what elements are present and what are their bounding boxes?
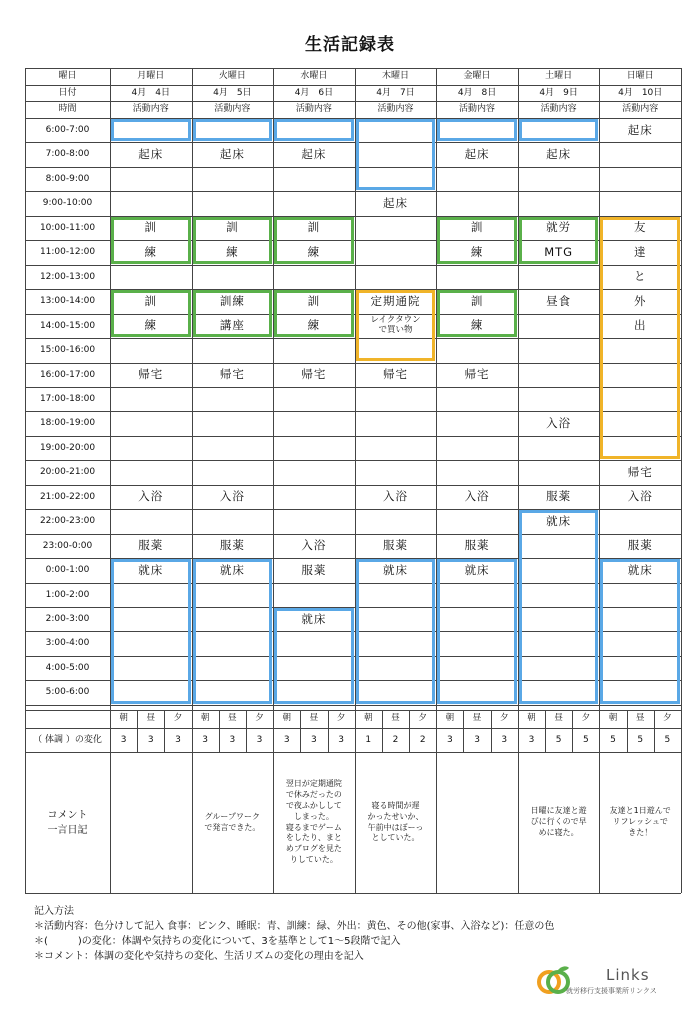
grid-line (25, 167, 681, 168)
date-value: 4月 8日 (457, 87, 497, 98)
activity-entry: 就床 (464, 562, 490, 577)
time-slot-label: 21:00-22:00 (39, 491, 96, 502)
activity-entry: 帰宅 (219, 367, 245, 382)
activity-entry: 起床 (546, 147, 572, 162)
colored-block-sleep (356, 119, 436, 190)
grid-line (25, 705, 681, 706)
meal-label: 朝 (119, 713, 128, 724)
day-name: 水曜日 (300, 71, 328, 82)
day-name: 火曜日 (218, 71, 246, 82)
activity-entry: 就床 (382, 562, 408, 577)
activity-entry: 訓 (144, 293, 158, 308)
grid-line (572, 710, 573, 752)
time-slot-label: 18:00-19:00 (39, 418, 96, 429)
condition-value: 5 (637, 734, 644, 745)
time-slot-label: 9:00-10:00 (42, 198, 93, 209)
instruction-line: ＊活動内容：色分けして記入 食事：ピンク、睡眠：青、訓練：緑、外出：黄色、その他(家事、入浴など)：任意の色 (34, 921, 555, 932)
grid-line (25, 85, 681, 86)
grid-line (25, 436, 681, 437)
condition-label: （ 体調 ）の変化 (33, 734, 102, 745)
day-name: 日曜日 (626, 71, 654, 82)
date-header-label: 日付 (58, 87, 77, 98)
activity-entry: MTG (544, 244, 574, 259)
instruction-line: ＊コメント：体調の変化や気持ちの変化、生活リズムの変化の理由を記入 (34, 951, 364, 962)
grid-line (25, 460, 681, 461)
grid-line (25, 485, 681, 486)
grid-line (25, 534, 681, 535)
activity-entry: 入浴 (382, 489, 408, 504)
activity-entry: 訓練 (219, 293, 245, 308)
comment-entry: 友達と1日遊んで リフレッシュで きた！ (609, 806, 671, 837)
meal-label: 夕 (336, 713, 346, 724)
activity-header: 活動内容 (622, 104, 659, 115)
grid-line (273, 68, 274, 893)
activity-entry: 達 (633, 244, 647, 259)
comment-entry: 寝る時間が遅 かったせいか、 午前中はぼーっ としていた。 (367, 800, 424, 843)
condition-value: 3 (474, 734, 480, 745)
activity-entry: 入浴 (546, 416, 572, 430)
activity-entry: 講座 (219, 318, 245, 333)
condition-value: 2 (419, 734, 426, 745)
meal-label: 夕 (499, 713, 509, 724)
activity-entry: 入浴 (464, 489, 490, 504)
grid-line (25, 893, 681, 894)
time-slot-label: 16:00-17:00 (39, 369, 96, 380)
activity-entry: 起床 (219, 147, 245, 162)
meal-label: 昼 (309, 713, 319, 724)
grid-line (25, 710, 681, 711)
meal-label: 昼 (554, 713, 563, 724)
colored-block-sleep (111, 119, 191, 141)
meal-label: 昼 (228, 713, 237, 724)
activity-entry: 服薬 (301, 562, 327, 577)
time-slot-label: 12:00-13:00 (39, 271, 96, 282)
activity-entry: 就床 (546, 513, 572, 528)
activity-entry: 外 (633, 293, 647, 308)
activity-entry: 服薬 (464, 538, 490, 553)
activity-entry: 起床 (464, 147, 490, 162)
activity-entry: 練 (307, 318, 321, 333)
grid-line (25, 191, 681, 192)
activity-entry: 友 (633, 220, 647, 235)
activity-entry: 帰宅 (382, 367, 408, 382)
grid-line (300, 710, 301, 752)
time-slot-label: 15:00-16:00 (39, 345, 96, 356)
grid-line (25, 656, 681, 657)
condition-value: 3 (256, 734, 263, 745)
colored-block-sleep (193, 119, 273, 141)
activity-entry: 服薬 (382, 538, 408, 553)
time-slot-label: 22:00-23:00 (39, 516, 96, 527)
grid-line (219, 710, 220, 752)
activity-entry: 帰宅 (627, 464, 653, 479)
time-slot-label: 11:00-12:00 (39, 247, 96, 258)
date-value: 4月 9日 (539, 87, 578, 98)
time-slot-label: 17:00-18:00 (39, 393, 96, 404)
activity-entry: 入浴 (301, 538, 327, 553)
condition-value: 3 (147, 734, 154, 745)
grid-line (599, 68, 600, 893)
condition-value: 5 (664, 734, 671, 745)
activity-entry: 帰宅 (138, 367, 164, 382)
instructions-heading: 記入方法 (34, 906, 74, 917)
activity-entry: 就床 (301, 611, 327, 626)
date-value: 4月 7日 (376, 87, 415, 98)
activity-entry: 起床 (138, 147, 164, 162)
grid-line (545, 710, 546, 752)
date-value: 4月 10日 (618, 87, 663, 98)
comment-entry (110, 752, 192, 893)
meal-label: 夕 (663, 713, 672, 724)
condition-value: 5 (582, 734, 589, 745)
activity-entry: 起床 (382, 195, 408, 210)
activity-entry: 服薬 (627, 538, 653, 553)
meal-label: 昼 (391, 713, 400, 724)
grid-line (25, 607, 681, 608)
meal-label: 昼 (635, 713, 645, 724)
meal-label: 朝 (608, 713, 618, 724)
day-header-label: 曜日 (58, 71, 77, 82)
time-slot-label: 5:00-6:00 (45, 687, 90, 698)
grid-line (463, 710, 464, 752)
activity-entry: 訓 (470, 220, 484, 235)
colored-block-sleep (274, 119, 354, 141)
activity-entry: 訓 (144, 220, 158, 235)
time-slot-label: 23:00-0:00 (42, 540, 93, 551)
grid-line (25, 338, 681, 339)
grid-line (25, 68, 26, 893)
grid-line (25, 216, 681, 217)
time-slot-label: 1:00-2:00 (45, 589, 90, 600)
time-slot-label: 19:00-20:00 (39, 442, 96, 453)
grid-line (25, 631, 681, 632)
activity-header: 活動内容 (214, 104, 251, 115)
condition-value: 5 (610, 734, 616, 745)
time-slot-label: 8:00-9:00 (45, 173, 90, 184)
condition-value: 3 (447, 734, 453, 745)
meal-label: 夕 (418, 713, 427, 724)
activity-entry: 訓 (226, 220, 239, 235)
condition-value: 3 (175, 734, 181, 745)
activity-entry: 練 (470, 244, 484, 259)
grid-line (25, 289, 681, 290)
condition-value: 3 (202, 734, 209, 745)
grid-line (654, 710, 655, 752)
condition-value: 3 (501, 734, 508, 745)
time-slot-label: 7:00-8:00 (45, 149, 90, 160)
activity-header: 活動内容 (295, 104, 332, 115)
colored-block-sleep (519, 119, 599, 141)
day-name: 月曜日 (137, 71, 165, 82)
grid-line (25, 363, 681, 364)
activity-header: 活動内容 (377, 104, 414, 115)
condition-value: 3 (311, 734, 317, 745)
grid-line (355, 68, 356, 893)
condition-value: 3 (528, 734, 535, 745)
meal-label: 朝 (200, 713, 210, 724)
grid-line (25, 680, 681, 681)
grid-line (436, 68, 437, 893)
date-value: 4月 4日 (131, 87, 170, 98)
links-logo-name: Links (606, 966, 650, 984)
meal-label: 朝 (527, 713, 536, 724)
time-slot-label: 13:00-14:00 (39, 296, 96, 307)
condition-value: 3 (120, 734, 127, 745)
activity-header: 活動内容 (459, 104, 496, 115)
activity-entry: 就床 (138, 562, 164, 577)
time-slot-label: 6:00-7:00 (45, 125, 90, 136)
activity-header: 活動内容 (540, 104, 577, 115)
date-value: 4月 6日 (294, 87, 334, 98)
meal-label: 昼 (146, 713, 156, 724)
condition-value: 3 (229, 734, 236, 745)
grid-line (409, 710, 410, 752)
date-value: 4月 5日 (213, 87, 252, 98)
activity-entry: と (633, 269, 647, 284)
condition-value: 5 (555, 734, 562, 745)
comment-entry: 日曜に友達と遊 びに行くので早 めに寝た。 (530, 806, 587, 837)
grid-line (25, 314, 681, 315)
comment-entry: グループワーク で発言できた。 (204, 811, 261, 832)
grid-line (25, 265, 681, 266)
activity-entry: 帰宅 (464, 367, 490, 382)
activity-entry: 入浴 (138, 489, 164, 504)
links-logo-subtitle: 就労移行支援事業所リンクス (566, 987, 657, 995)
meal-label: 昼 (472, 713, 482, 724)
grid-line (25, 101, 681, 102)
activity-entry: 出 (633, 318, 647, 333)
comment-entry (436, 752, 518, 893)
time-slot-label: 14:00-15:00 (39, 320, 96, 331)
links-logo (536, 962, 686, 1002)
grid-line (25, 728, 681, 729)
grid-line (25, 509, 681, 510)
activity-entry: 定期通院 (370, 293, 421, 308)
page-title: 生活記録表 (305, 35, 395, 55)
grid-line (518, 68, 519, 893)
grid-line (491, 710, 492, 752)
grid-line (192, 68, 193, 893)
grid-line (25, 240, 681, 241)
activity-entry: レイクタウン で買い物 (370, 315, 421, 335)
activity-entry: 服薬 (219, 538, 245, 553)
activity-entry: 練 (470, 318, 484, 333)
condition-value: 3 (338, 734, 344, 745)
meal-label: 朝 (282, 713, 291, 724)
activity-entry: 訓 (470, 293, 484, 308)
condition-value: 1 (365, 734, 372, 745)
day-name: 木曜日 (381, 71, 409, 82)
grid-line (25, 118, 681, 119)
day-name: 土曜日 (545, 71, 573, 82)
activity-entry: 入浴 (627, 489, 653, 504)
grid-line (25, 411, 681, 412)
comment-entry: 翌日が定期通院 で休みだったの で夜ふかしして しまった。 寝るまでゲーム をしたり、まと めブログを見た りしていた。 (285, 779, 342, 864)
day-name: 金曜日 (463, 71, 491, 82)
activity-entry: 就床 (627, 562, 653, 577)
time-slot-label: 10:00-11:00 (39, 222, 96, 233)
grid-line (25, 752, 681, 753)
activity-entry: 入浴 (219, 489, 245, 504)
activity-entry: 起床 (627, 122, 653, 137)
activity-entry: 練 (144, 318, 158, 333)
time-slot-label: 2:00-3:00 (45, 614, 90, 625)
grid-line (164, 710, 165, 752)
time-slot-label: 3:00-4:00 (45, 638, 90, 649)
activity-entry: 就床 (219, 562, 245, 577)
comment-label: コメント 一言日記 (47, 809, 88, 836)
meal-label: 朝 (364, 713, 373, 724)
time-slot-label: 20:00-21:00 (39, 467, 96, 478)
colored-block-sleep (437, 119, 517, 141)
grid-line (25, 558, 681, 559)
activity-entry: 練 (144, 244, 158, 259)
grid-line (246, 710, 247, 752)
activity-entry: 昼食 (546, 293, 572, 308)
condition-value: 3 (283, 734, 290, 745)
time-slot-label: 0:00-1:00 (45, 565, 90, 576)
time-slot-label: 4:00-5:00 (45, 662, 90, 673)
activity-entry: 服薬 (138, 538, 164, 553)
grid-line (25, 583, 681, 584)
instructions (34, 904, 554, 964)
activity-entry: 練 (307, 244, 321, 259)
meal-label: 朝 (445, 713, 455, 724)
grid-line (627, 710, 628, 752)
activity-entry: 服薬 (546, 489, 572, 504)
meal-label: 夕 (581, 713, 591, 724)
grid-line (137, 710, 138, 752)
activity-entry: 訓 (307, 220, 321, 235)
activity-entry: 訓 (307, 293, 321, 308)
grid-line (110, 68, 111, 893)
activity-entry: 就労 (546, 220, 572, 235)
instruction-line: ＊( )の変化：体調や気持ちの変化について、3を基準として1〜5段階で記入 (34, 936, 401, 947)
activity-entry: 帰宅 (301, 367, 327, 382)
meal-label: 夕 (255, 713, 264, 724)
grid-line (382, 710, 383, 752)
grid-line (681, 68, 682, 893)
grid-line (25, 142, 681, 143)
grid-line (25, 387, 681, 388)
time-header-label: 時間 (58, 104, 77, 115)
activity-header: 活動内容 (132, 104, 169, 115)
grid-line (328, 710, 329, 752)
condition-value: 2 (392, 734, 399, 745)
activity-entry: 練 (226, 244, 239, 259)
grid-line (25, 68, 681, 69)
meal-label: 夕 (173, 713, 183, 724)
activity-entry: 起床 (301, 147, 327, 162)
